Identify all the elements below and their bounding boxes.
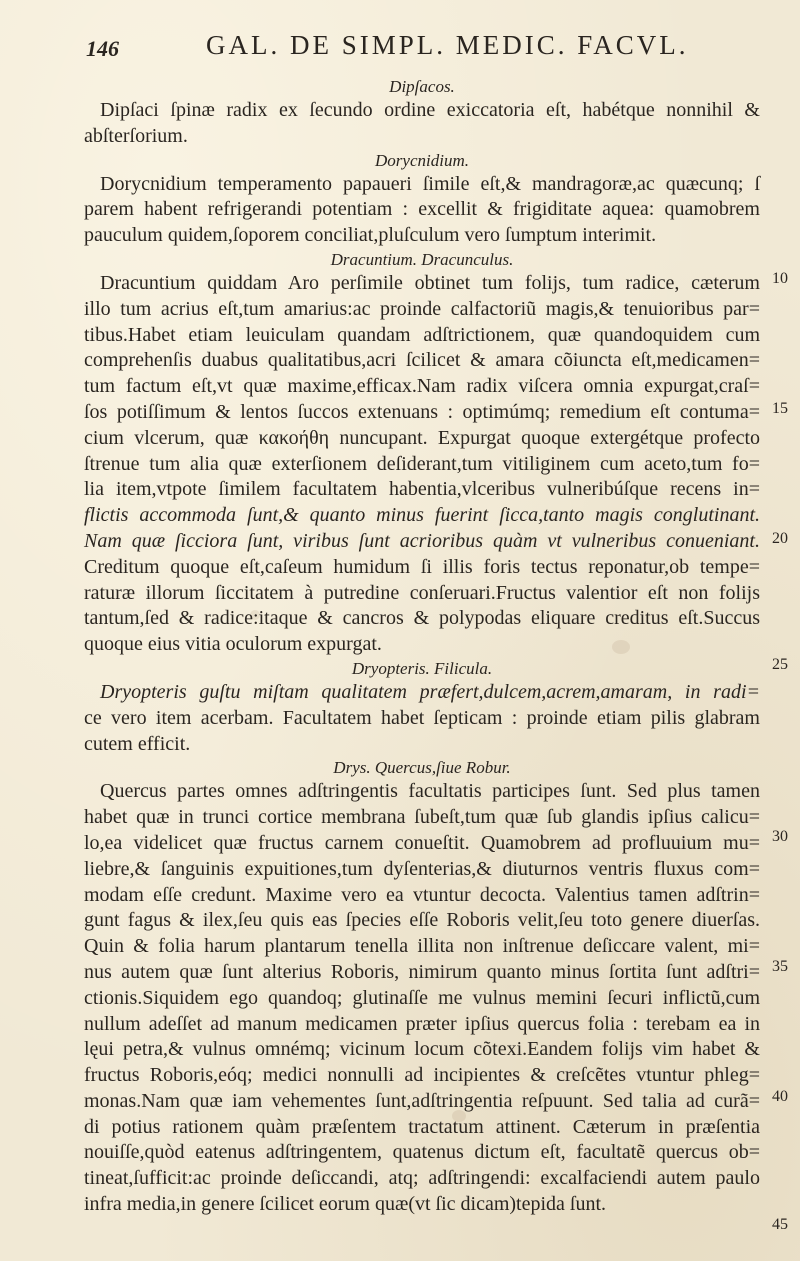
text-line: lo,ea videlicet quæ fructus carnem conueſtit. Quamobrem ad profluuium mu= (84, 831, 760, 854)
text-line: nus autem quæ ſunt alterius Roboris, nimirum quanto minus ſortita ſunt adſtri= (84, 960, 760, 983)
text-line: fructus Roboris,eóq; medici nonnulli ad incipientes & creſcẽtes vtuntur phleg= (84, 1064, 760, 1087)
margin-number: 15 (772, 400, 788, 417)
entry-heading: Drys. Quercus,ſiue Robur. (333, 758, 511, 778)
entry-heading: Dracuntium. Dracunculus. (330, 249, 514, 269)
margin-number: 45 (772, 1216, 788, 1233)
main-text (84, 76, 760, 1218)
text-line: flictis accommoda ſunt,& quanto minus fuerint ſicca,tanto magis conglutinant. (84, 504, 760, 527)
text-line: comprehenſis duabus qualitatibus,acri ſcilicet & amara cõiuncta eſt,medicamen= (84, 349, 760, 372)
text-line: cutem efficit. (84, 732, 191, 755)
entry-heading: Dipſacos. (389, 77, 455, 96)
text-line: ſtrenue tum alia quæ exterſionem deſiderant,tum vitiliginem cum aceto,tum fo= (84, 452, 760, 475)
text-line: illo tum acrius eſt,tum amarius:ac proinde calfactoriũ magis,& tenuioribus par= (84, 297, 760, 320)
entry-dracuntium (84, 249, 760, 658)
text-line: parem habent refrigerandi potentiam : excellit & frigiditate aquea: quamobrem (84, 198, 760, 221)
text-line: cium vlcerum, quæ κακοήθη nuncupant. Expurgat quoque extergétque profecto (84, 426, 760, 449)
entry-dryopteris (84, 658, 760, 757)
text-line: abſterſorium. (84, 124, 188, 147)
page-number: 146 (86, 36, 119, 61)
text-line: ce vero item acerbam. Facultatem habet ſepticam : proinde etiam pilis glabram (84, 706, 760, 729)
text-line: tum factum eſt,vt quæ maxime,efficax.Nam radix viſcera omnia expurgat,craſ= (84, 375, 760, 398)
text-line: Dracuntium quiddam Aro perſimile obtinet tum folijs, tum radice, cæterum (100, 271, 760, 294)
margin-number: 30 (772, 828, 788, 845)
text-line: Dorycnidium temperamento papaueri ſimile eſt,& mandragoræ,ac quæcunq; ſ (100, 172, 760, 195)
entry-dipsacos (84, 76, 760, 150)
text-line: Quercus partes omnes adſtringentis facultatis participes ſunt. Sed plus tamen (100, 780, 760, 803)
text-line: nouiſſe,quòd eatenus adſtringentem, quatenus dictum eſt, facultatẽ quercus ob= (84, 1141, 760, 1164)
text-line: lia item,vtpote ſimilem facultatem habentia,vlceribus vulneribúſque recens in= (84, 478, 760, 501)
text-line: monas.Nam quæ iam vehementes ſunt,adſtringentia reſpuunt. Sed talia ad curã= (84, 1089, 760, 1112)
text-line: infra media,in genere ſcilicet eorum quæ(vt ſic dicam)tepida ſunt. (84, 1193, 607, 1216)
margin-number: 40 (772, 1088, 788, 1105)
margin-number: 35 (772, 958, 788, 975)
text-line: quoque eius vitia oculorum expurgat. (84, 633, 382, 656)
entry-dorycnidium (84, 150, 760, 249)
entry-drys (84, 757, 760, 1218)
text-line: di potius rationem quàm præſentem tractatum attinent. Cæterum in præſentia (84, 1115, 760, 1138)
margin-number: 10 (772, 270, 788, 287)
text-line: Dryopteris guſtu miſtam qualitatem præfert,dulcem,acrem,amaram, in radi= (100, 680, 760, 703)
text-line: Creditum quoque eſt,caſeum humidum ſi illis foris tectus reponatur,ob tempe= (84, 555, 760, 578)
text-line: gunt fagus & ilex,ſeu quis eas ſpecies eſſe Roboris velit,ſeu toto genere diuerſas. (84, 909, 760, 932)
running-head (86, 30, 786, 64)
margin-number: 20 (772, 530, 788, 547)
text-line: Quin & folia harum plantarum tenella illita non inſtrenue deſiccare valent, mi= (84, 935, 760, 958)
text-line: Dipſaci ſpinæ radix ex ſecundo ordine exiccatoria eſt, habétque nonnihil & (100, 99, 760, 121)
text-line: Nam quæ ſicciora ſunt, viribus ſunt acrioribus quàm vt vulneribus conueniant. (84, 529, 760, 552)
running-head-title: GAL. DE SIMPL. MEDIC. FACVL. (206, 30, 689, 60)
text-line: pauculum quidem,ſoporem conciliat,pluſculum vero ſumptum interimit. (84, 224, 657, 247)
text-line: modam eſſe credunt. Maxime vero ea vtuntur decocta. Valentius tamen adſtrin= (84, 883, 760, 906)
text-line: tantum,ſed & radice:itaque & cancros & polypodas eliquare creditus eſt.Succus (84, 607, 760, 630)
text-line: tibus.Habet etiam leuiculam quandam adſtrictionem, quæ quandoquidem cum (84, 323, 760, 346)
text-line: ſos potiſſimum & lentos ſuccos extenuans : optimúmq; remedium eſt contuma= (84, 400, 760, 423)
text-line: ctionis.Siquidem ego quandoq; glutinaſſe me vulnus memini ſecuri inflictũ,cum (84, 986, 760, 1009)
margin-number: 25 (772, 656, 788, 673)
text-line: habet quæ in trunci cortice membrana ſubeſt,tum quæ ſub glandis ipſius calicu= (84, 806, 760, 829)
text-line: lęui petra,& vulnus omnémq; vicinum locum cõtexi.Eandem folijs vim habet & (84, 1038, 760, 1061)
entry-heading: Dorycnidium. (375, 150, 469, 170)
text-line: nullum adeſſet ad manum medicamen præter ipſius quercus folia : terebam ea in (84, 1012, 760, 1035)
text-line: tineat,ſufficit:ac proinde deſiccandi, atq; adſtringendi: excalfaciendi autem paulo (84, 1167, 760, 1190)
text-line: raturæ illorum ſiccitatem à putredine conſeruari.Fructus valentior eſt non folijs (84, 581, 760, 604)
entry-heading: Dryopteris. Filicula. (351, 658, 493, 678)
text-line: liebre,& ſanguinis expuitiones,tum dyſenterias,& diuturnos ventris fluxus com= (84, 857, 760, 880)
